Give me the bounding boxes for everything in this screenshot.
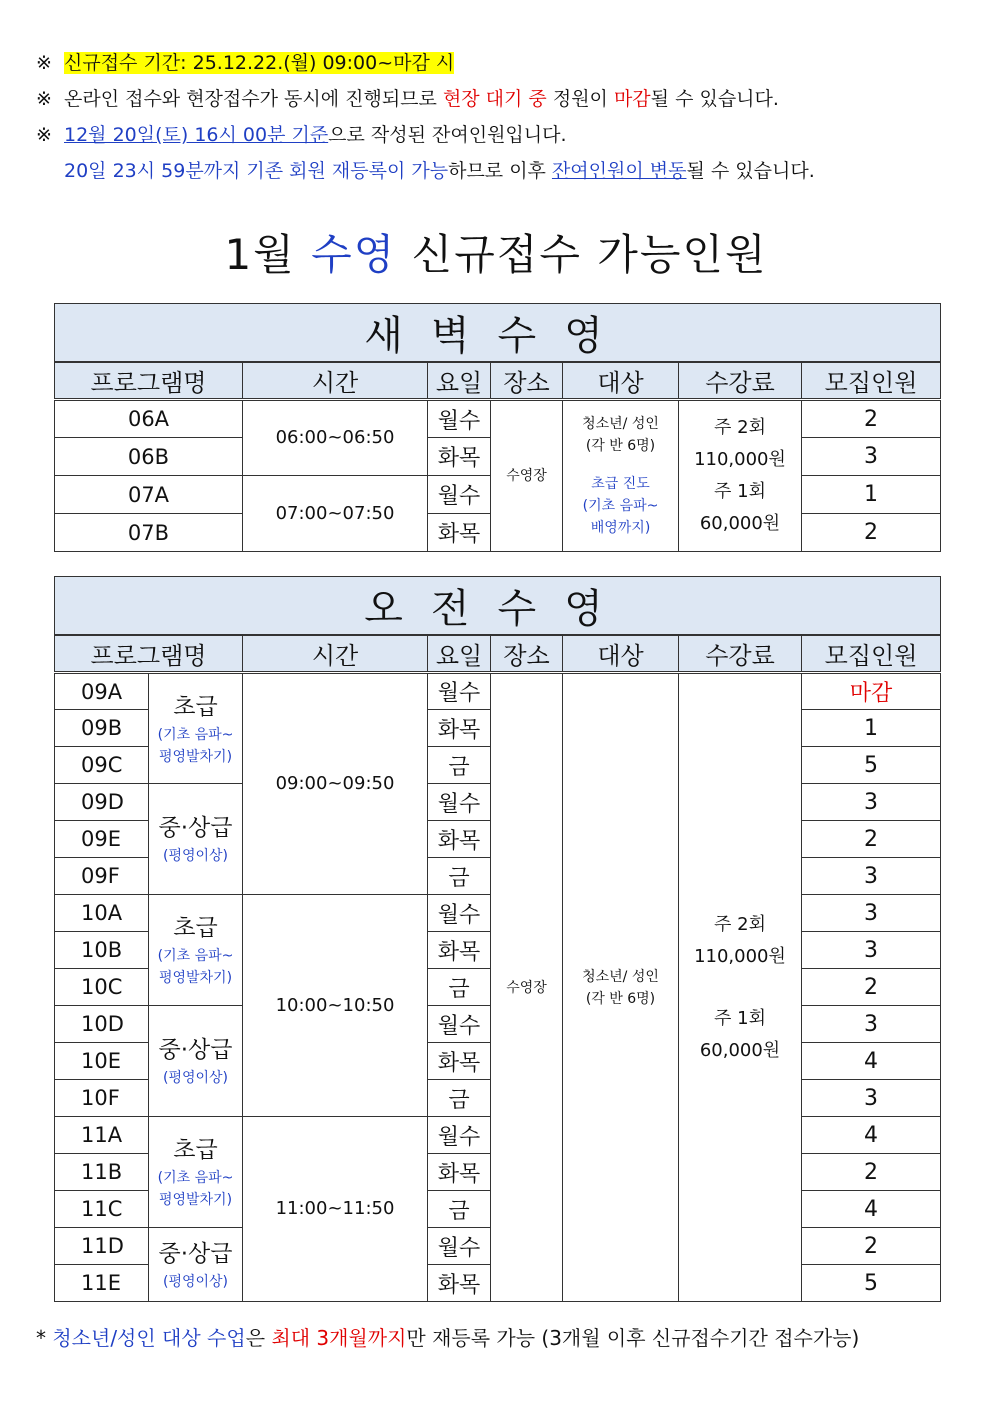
- class-day: 금: [428, 858, 491, 895]
- level-desc: (평영이상): [162, 848, 229, 864]
- class-target: [563, 673, 679, 1302]
- reference-mark: ※: [36, 52, 52, 74]
- level-beginner: [149, 673, 243, 784]
- class-time: 09:00~09:50: [243, 673, 428, 895]
- class-day: 월수: [428, 1117, 491, 1154]
- notice-block: [36, 46, 966, 190]
- level-desc: (기초 음파~: [157, 948, 234, 964]
- notice-text: 으로 작성된 잔여인원입니다.: [328, 124, 567, 146]
- recruit-count: 5: [802, 1265, 941, 1302]
- class-time: 07:00~07:50: [243, 476, 428, 552]
- class-day: 금: [428, 1191, 491, 1228]
- level-desc: (평영이상): [162, 1273, 229, 1290]
- class-day: 월수: [428, 673, 491, 710]
- class-target: [563, 400, 679, 552]
- recruit-count: 2: [802, 514, 941, 552]
- fee-line: 주 1회: [714, 1007, 766, 1029]
- target-line-blue: 배영까지): [590, 520, 651, 536]
- class-day: 금: [428, 747, 491, 784]
- fee-line: 주 2회: [714, 417, 766, 438]
- dawn-swim-table: [54, 303, 941, 552]
- program-name: 10A: [55, 895, 149, 932]
- notice-line-1: [36, 46, 966, 82]
- target-line-blue: 초급 진도: [591, 476, 650, 492]
- program-name: 11C: [55, 1191, 149, 1228]
- program-name: 07A: [55, 476, 243, 514]
- level-beginner: [149, 1117, 243, 1228]
- notice-text-blue: 20일 23시 59분까지 기존 회원 재등록이 가능: [64, 160, 449, 182]
- recruit-count: 4: [802, 1117, 941, 1154]
- target-line: (각 반 6명): [585, 990, 656, 1007]
- target-line: 청소년/ 성인: [582, 416, 659, 432]
- program-name: 10C: [55, 969, 149, 1006]
- class-day: 월수: [428, 1006, 491, 1043]
- target-line-blue: (기초 음파~: [582, 498, 659, 514]
- class-day: 월수: [428, 400, 491, 438]
- notice-text: 온라인 접수와 현장접수가 동시에 진행되므로: [64, 88, 443, 110]
- notice-line-4: [36, 154, 966, 190]
- fee-line: 주 2회: [714, 913, 766, 935]
- level-label: 초급: [173, 1137, 218, 1163]
- level-advanced: [149, 784, 243, 895]
- header-time: 시간: [243, 362, 428, 400]
- header-count: 모집인원: [802, 635, 941, 673]
- notice-text: 하므로 이후: [448, 160, 552, 182]
- header-place: 장소: [491, 362, 563, 400]
- level-desc: 평영발차기): [158, 970, 233, 986]
- footer-text: 만 재등록 가능 (3개월 이후 신규접수기간 접수가능): [406, 1326, 860, 1350]
- class-day: 금: [428, 969, 491, 1006]
- fee-line: 110,000원: [694, 449, 786, 470]
- header-target: 대상: [563, 635, 679, 673]
- recruit-count: 5: [802, 747, 941, 784]
- notice-line-3: [36, 118, 966, 154]
- class-time: 11:00~11:50: [243, 1117, 428, 1302]
- level-desc: (기초 음파~: [157, 726, 234, 743]
- class-day: 화목: [428, 1043, 491, 1080]
- header-day: 요일: [428, 362, 491, 400]
- program-name: 11B: [55, 1154, 149, 1191]
- recruit-count: 1: [802, 476, 941, 514]
- target-line: (각 반 6명): [585, 438, 656, 454]
- class-day: 화목: [428, 932, 491, 969]
- class-day: 월수: [428, 895, 491, 932]
- recruit-count: 3: [802, 784, 941, 821]
- level-label: 초급: [173, 693, 218, 720]
- recruit-count: 3: [802, 932, 941, 969]
- level-desc: 평영발차기): [158, 1192, 233, 1208]
- notice-text: 정원이: [546, 88, 614, 110]
- table-row: [55, 400, 941, 438]
- class-place: 수영장: [491, 673, 563, 1302]
- header-time: 시간: [243, 635, 428, 673]
- class-day: 금: [428, 1080, 491, 1117]
- footer-star: *: [36, 1326, 53, 1350]
- level-advanced: [149, 1006, 243, 1117]
- header-target: 대상: [563, 362, 679, 400]
- footer-text-red: 최대 3개월까지: [271, 1326, 407, 1350]
- class-time: 10:00~10:50: [243, 895, 428, 1117]
- class-day: 화목: [428, 710, 491, 747]
- program-name: 11A: [55, 1117, 149, 1154]
- program-name: 10B: [55, 932, 149, 969]
- recruit-count: 3: [802, 1006, 941, 1043]
- program-name: 09B: [55, 710, 149, 747]
- header-program: 프로그램명: [55, 362, 243, 400]
- recruit-count: 2: [802, 821, 941, 858]
- level-desc: (평영이상): [162, 1070, 229, 1086]
- level-label: 중·상급: [158, 815, 233, 841]
- class-day: 화목: [428, 1154, 491, 1191]
- morning-swim-table: [54, 576, 941, 1302]
- fee-line: 60,000원: [699, 1039, 781, 1061]
- program-name: 09C: [55, 747, 149, 784]
- recruit-count: 2: [802, 1154, 941, 1191]
- section-title-morning: 오전수영: [55, 577, 941, 636]
- program-name: 10E: [55, 1043, 149, 1080]
- program-name: 06B: [55, 438, 243, 476]
- notice-text-red: 현장 대기 중: [442, 88, 547, 110]
- notice-text: 될 수 있습니다.: [650, 88, 779, 110]
- table-row: [55, 673, 941, 710]
- level-desc: 평영발차기): [158, 748, 233, 765]
- footer-note: [36, 1322, 859, 1351]
- program-name: 09E: [55, 821, 149, 858]
- footer-text: 은: [245, 1326, 272, 1350]
- recruit-count: 3: [802, 438, 941, 476]
- program-name: 10D: [55, 1006, 149, 1043]
- class-fee: [679, 673, 802, 1302]
- notice-text: 될 수 있습니다.: [686, 160, 815, 182]
- section-title-dawn: 새벽수영: [55, 304, 941, 363]
- class-day: 화목: [428, 1265, 491, 1302]
- target-line: 청소년/ 성인: [582, 968, 659, 985]
- program-name: 09F: [55, 858, 149, 895]
- program-name: 09A: [55, 673, 149, 710]
- program-name: 10F: [55, 1080, 149, 1117]
- level-label: 중·상급: [158, 1240, 233, 1267]
- recruit-count: 2: [802, 1228, 941, 1265]
- class-day: 화목: [428, 514, 491, 552]
- class-time: 06:00~06:50: [243, 400, 428, 476]
- recruit-count: 1: [802, 710, 941, 747]
- reference-mark: ※: [36, 88, 52, 110]
- program-name: 06A: [55, 400, 243, 438]
- class-day: 월수: [428, 476, 491, 514]
- recruit-count: 3: [802, 858, 941, 895]
- page-title: [0, 222, 992, 282]
- fee-line: 60,000원: [699, 513, 781, 534]
- header-fee: 수강료: [679, 362, 802, 400]
- class-place: 수영장: [491, 400, 563, 552]
- notice-text-red: 마감: [613, 88, 651, 110]
- header-day: 요일: [428, 635, 491, 673]
- title-highlight: 수영: [311, 230, 397, 279]
- fee-line: 주 1회: [714, 481, 766, 502]
- fee-line: 110,000원: [694, 945, 786, 967]
- class-day: 화목: [428, 821, 491, 858]
- recruit-count: 4: [802, 1191, 941, 1228]
- level-label: 초급: [173, 915, 218, 941]
- notice-text-blue: 12월 20일(토) 16시 00분 기준: [64, 124, 329, 146]
- program-name: 09D: [55, 784, 149, 821]
- level-advanced: [149, 1228, 243, 1302]
- recruit-count: 2: [802, 400, 941, 438]
- level-beginner: [149, 895, 243, 1006]
- title-part: 1월: [224, 230, 312, 279]
- title-part: 신규접수 가능인원: [396, 230, 768, 279]
- header-place: 장소: [491, 635, 563, 673]
- class-day: 월수: [428, 1228, 491, 1265]
- level-label: 중·상급: [158, 1037, 233, 1063]
- header-fee: 수강료: [679, 635, 802, 673]
- class-day: 화목: [428, 438, 491, 476]
- program-name: 07B: [55, 514, 243, 552]
- footer-text-blue: 청소년/성인 대상 수업: [52, 1326, 246, 1350]
- recruit-count: 4: [802, 1043, 941, 1080]
- program-name: 11D: [55, 1228, 149, 1265]
- notice-text-blue: 잔여인원이 변동: [551, 160, 687, 182]
- class-fee: [679, 400, 802, 552]
- header-program: 프로그램명: [55, 635, 243, 673]
- registration-period: 신규접수 기간: 25.12.22.(월) 09:00~마감 시: [64, 52, 455, 74]
- header-count: 모집인원: [802, 362, 941, 400]
- recruit-count: 3: [802, 895, 941, 932]
- class-day: 월수: [428, 784, 491, 821]
- notice-line-2: [36, 82, 966, 118]
- recruit-count: 3: [802, 1080, 941, 1117]
- program-name: 11E: [55, 1265, 149, 1302]
- reference-mark: ※: [36, 124, 52, 146]
- recruit-count-closed: 마감: [802, 673, 941, 710]
- recruit-count: 2: [802, 969, 941, 1006]
- level-desc: (기초 음파~: [157, 1170, 234, 1186]
